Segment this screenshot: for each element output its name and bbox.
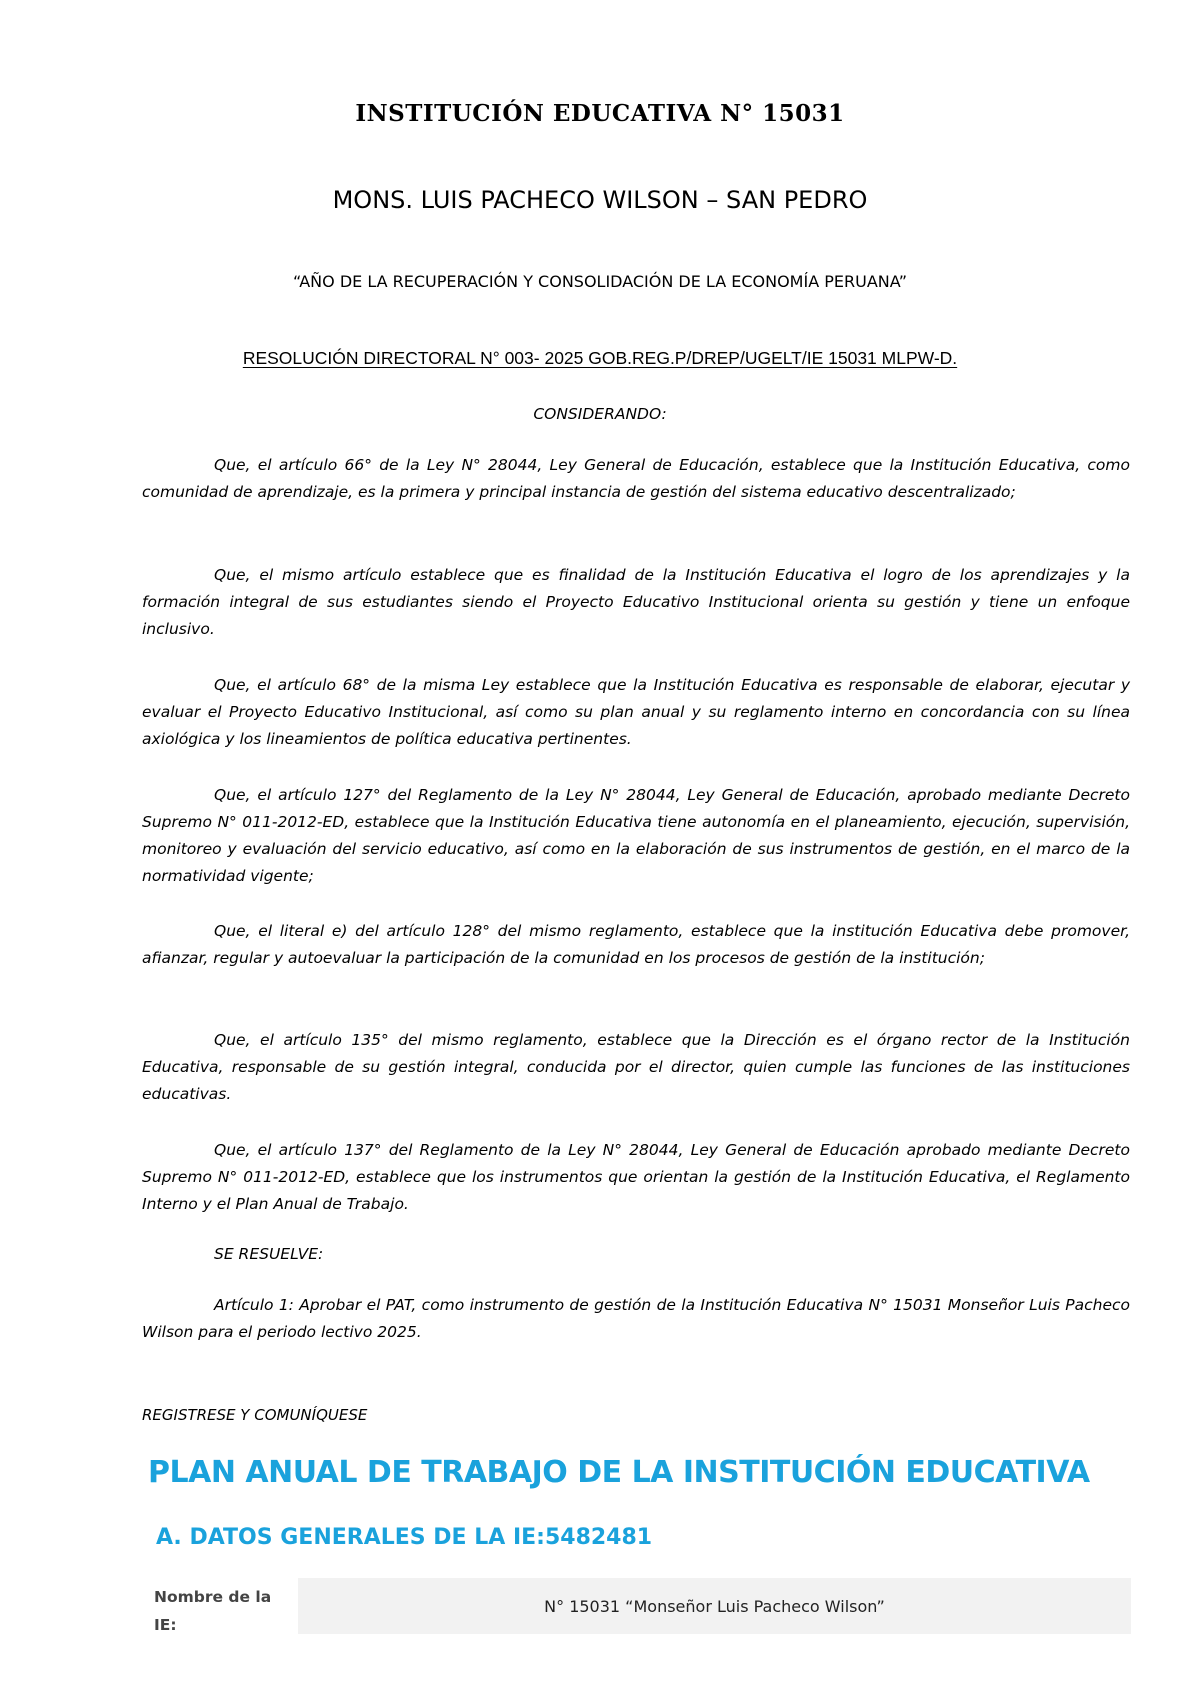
ie-name-value: N° 15031 “Monseñor Luis Pacheco Wilson” xyxy=(544,1596,885,1616)
considerando-paragraph: Que, el artículo 66° de la Ley N° 28044, Ley General de Educación, establece que la Institución Educativa, como comunidad de aprendizaje, es la primera y principal instancia de gestión del sistema educativo descentralizado; xyxy=(142,456,1130,501)
year-motto: “AÑO DE LA RECUPERACIÓN Y CONSOLIDACIÓN DE LA ECONOMÍA PERUANA” xyxy=(293,272,907,291)
section-a-title: A. DATOS GENERALES DE LA IE:5482481 xyxy=(156,1525,653,1550)
considerando-paragraph: Que, el mismo artículo establece que es finalidad de la Institución Educativa el logro de los aprendizajes y la formación integral de sus estudiantes siendo el Proyecto Educativo Institucional orienta su gestión y tiene un enfoque inclusivo. xyxy=(142,566,1130,638)
considerando-paragraph: Que, el literal e) del artículo 128° del mismo reglamento, establece que la institución Educativa debe promover, afianzar, regular y autoevaluar la participación de la comunidad en los procesos de gestión de la institución; xyxy=(142,922,1130,967)
considerando-heading: CONSIDERANDO: xyxy=(533,405,667,423)
closing-statement: REGISTRESE Y COMUNÍQUESE xyxy=(142,1406,368,1424)
considerando-paragraph: Que, el artículo 135° del mismo reglamento, establece que la Dirección es el órgano rector de la Institución Educativa, responsable de su gestión integral, conducida por el director, quien cumple las funciones de las instituciones educativas. xyxy=(142,1031,1130,1103)
plan-title: PLAN ANUAL DE TRABAJO DE LA INSTITUCIÓN EDUCATIVA xyxy=(148,1455,1090,1490)
resolution-title: RESOLUCIÓN DIRECTORAL N° 003- 2025 GOB.REG.P/DREP/UGELT/IE 15031 MLPW-D. xyxy=(242,348,958,368)
ie-name-cell xyxy=(298,1578,1131,1634)
school-name: MONS. LUIS PACHECO WILSON – SAN PEDRO xyxy=(332,186,868,214)
considerando-paragraph: Que, el artículo 127° del Reglamento de la Ley N° 28044, Ley General de Educación, aprobado mediante Decreto Supremo N° 011-2012-ED, establece que la Institución Educativa tiene autonomía en el planeamiento, ejecución, supervisión, monitoreo y evaluación del servicio educativo, así como en la elaboración de sus instrumentos de gestión, en el marco de la normatividad vigente; xyxy=(142,786,1130,885)
ie-name-label: Nombre de la IE: xyxy=(154,1588,272,1634)
resuelve-heading: SE RESUELVE: xyxy=(214,1245,324,1263)
considerando-paragraph: Que, el artículo 137° del Reglamento de la Ley N° 28044, Ley General de Educación aprobado mediante Decreto Supremo N° 011-2012-ED, establece que los instrumentos que orientan la gestión de la Institución Educativa, el Reglamento Interno y el Plan Anual de Trabajo. xyxy=(142,1141,1130,1213)
article-1: Artículo 1: Aprobar el PAT, como instrumento de gestión de la Institución Educativa N° 15031 Monseñor Luis Pacheco Wilson para el periodo lectivo 2025. xyxy=(142,1296,1130,1341)
considerando-paragraph: Que, el artículo 68° de la misma Ley establece que la Institución Educativa es responsable de elaborar, ejecutar y evaluar el Proyecto Educativo Institucional, así como su plan anual y su reglamento interno en concordancia con su línea axiológica y los lineamientos de política educativa pertinentes. xyxy=(142,676,1130,748)
institution-title: INSTITUCIÓN EDUCATIVA N° 15031 xyxy=(355,100,845,127)
